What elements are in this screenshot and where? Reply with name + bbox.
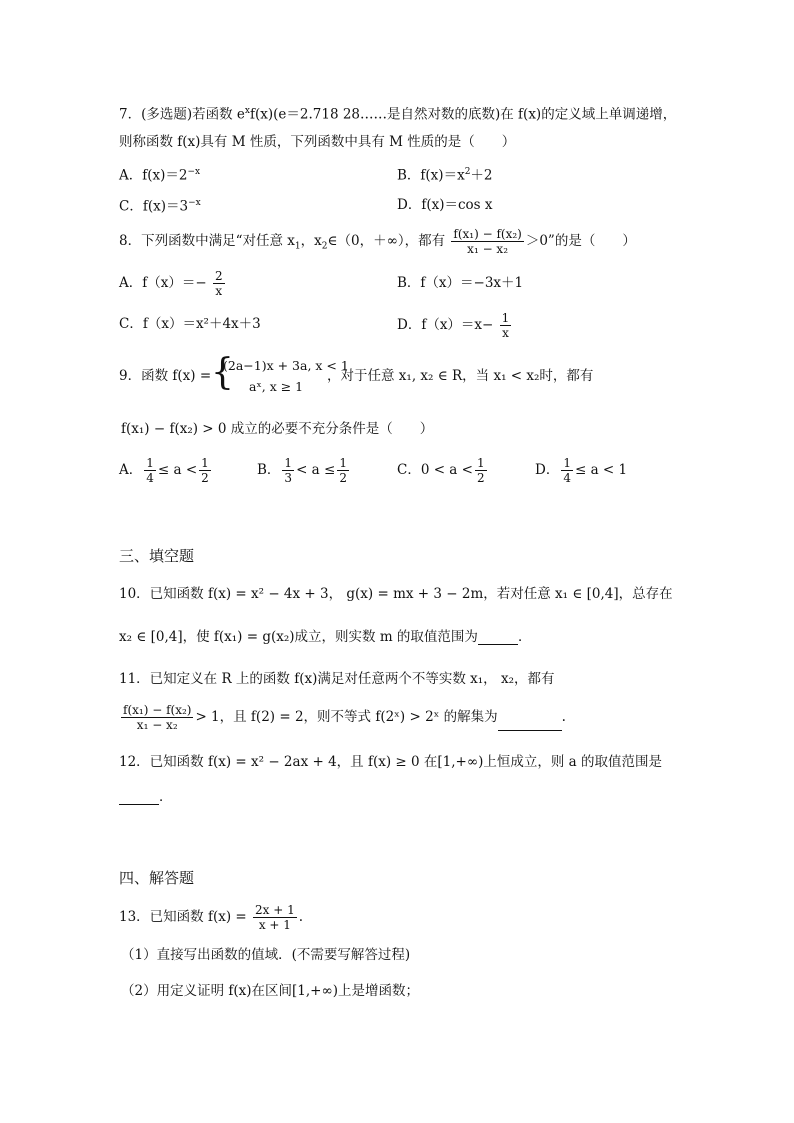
q8-option-a: A．f（x）＝− $\frac{2}{x}$ bbox=[119, 269, 223, 298]
q9-case1: (2a−1)x + 3a, x < 1 bbox=[223, 358, 349, 373]
q8-option-b: B．f（x）＝−3x＋1 bbox=[397, 275, 524, 291]
answer-blank[interactable] bbox=[478, 632, 518, 645]
q8-fraction: $\frac{\text{f(x₁) − f(x₂)}}{\text{x₁ − x₂}}$ bbox=[453, 227, 522, 256]
q9-option-d: D． $\frac{1}{4}$ ≤ a < 1 bbox=[535, 456, 628, 485]
q13-part2: （2）用定义证明 f(x)在区间[1,+∞)上是增函数； bbox=[121, 983, 419, 999]
q9-option-a: A． $\frac{1}{4}$ ≤ a < $\frac{1}{2}$ bbox=[119, 456, 209, 485]
q7-option-c: C．$f(x)=3^{-x}$ bbox=[119, 198, 201, 215]
q11-line1: 11．已知定义在 R 上的函数 f(x)满足对任意两个不等实数 x₁， x₂，都有 bbox=[119, 671, 555, 687]
q12-line2: ． bbox=[119, 791, 173, 805]
section-heading-fill-in: 三、填空题 bbox=[119, 547, 195, 565]
q10-line2: x₂ ∈ [0,4]，使 f(x₁) = g(x₂)成立，则实数 m 的取值范围为 ． bbox=[119, 629, 532, 645]
q9-stem-line2: f(x₁) − f(x₂) > 0 成立的必要不充分条件是（ ） bbox=[121, 421, 434, 437]
q7-stem-line2: 则称函数 f(x)具有 M 性质，下列函数中具有 M 性质的是（ ） bbox=[119, 134, 516, 150]
q7-stem-line1: 7．(多选题)若函数 $e^xf(x)(e=2.718$ 28……是自然对数的底数)在 f(x)的定义域上单调递增， bbox=[119, 106, 677, 123]
q11-line2: $\frac{\text{f(x₁) − f(x₂)}}{\text{x₁ − x₂}}$ > 1，且 f(2) = 2，则不等式 f(2ˣ) > 2ˣ 的解集为 . bbox=[123, 703, 566, 732]
q13-stem: 13．已知函数 f(x) = $\frac{2x + 1}{x + 1}$ . bbox=[119, 903, 304, 932]
q8-option-d: D．f（x）＝x− $\frac{1}{x}$ bbox=[397, 311, 510, 340]
q13-part1: （1）直接写出函数的值域．(不需要写解答过程) bbox=[121, 947, 411, 963]
q9-stem-suffix: ，对于任意 x₁, x₂ ∈ R，当 x₁ < x₂时，都有 bbox=[327, 368, 594, 384]
piecewise-brace: { bbox=[211, 352, 234, 393]
q8-option-c: C．f（x）＝x²＋4x＋3 bbox=[119, 316, 261, 332]
q9-option-c: C．0 < a < $\frac{1}{2}$ bbox=[397, 456, 485, 485]
q12-line1: 12．已知函数 f(x) = x² − 2ax + 4，且 f(x) ≥ 0 在[1,+∞)上恒成立，则 a 的取值范围是 bbox=[119, 754, 662, 770]
answer-blank[interactable] bbox=[498, 718, 562, 731]
q10-line1: 10．已知函数 f(x) = x² − 4x + 3， g(x) = mx + 3 − 2m，若对任意 x₁ ∈ [0,4]，总存在 bbox=[119, 586, 673, 602]
q8-stem: 8．下列函数中满足“对任意 $x_1$，$x_2\in(0$，＋∞），都有 $\frac{\text{f(x₁) − f(x₂)}}{\text{x₁ − x₂}}$ ＞0”的是（ ） bbox=[119, 227, 636, 256]
q7-option-d: D．f(x)＝cos x bbox=[397, 197, 493, 213]
q9-case2: aˣ, x ≥ 1 bbox=[249, 379, 304, 394]
q7-option-b: B．$f(x)=x^2+2$ bbox=[397, 167, 493, 184]
q11-fraction: $\frac{\text{f(x₁) − f(x₂)}}{\text{x₁ − x₂}}$ bbox=[123, 703, 192, 732]
q9-option-b: B． $\frac{1}{3}$ < a ≤ $\frac{1}{2}$ bbox=[257, 456, 347, 485]
q13-fraction: $\frac{2x + 1}{x + 1}$ bbox=[255, 903, 295, 932]
answer-blank[interactable] bbox=[119, 792, 159, 805]
q9-stem-prefix: 9．函数 f(x) = bbox=[119, 368, 212, 384]
q7-option-a: A．$f(x)=2^{-x}$ bbox=[119, 167, 201, 184]
section-heading-solve: 四、解答题 bbox=[119, 869, 195, 887]
